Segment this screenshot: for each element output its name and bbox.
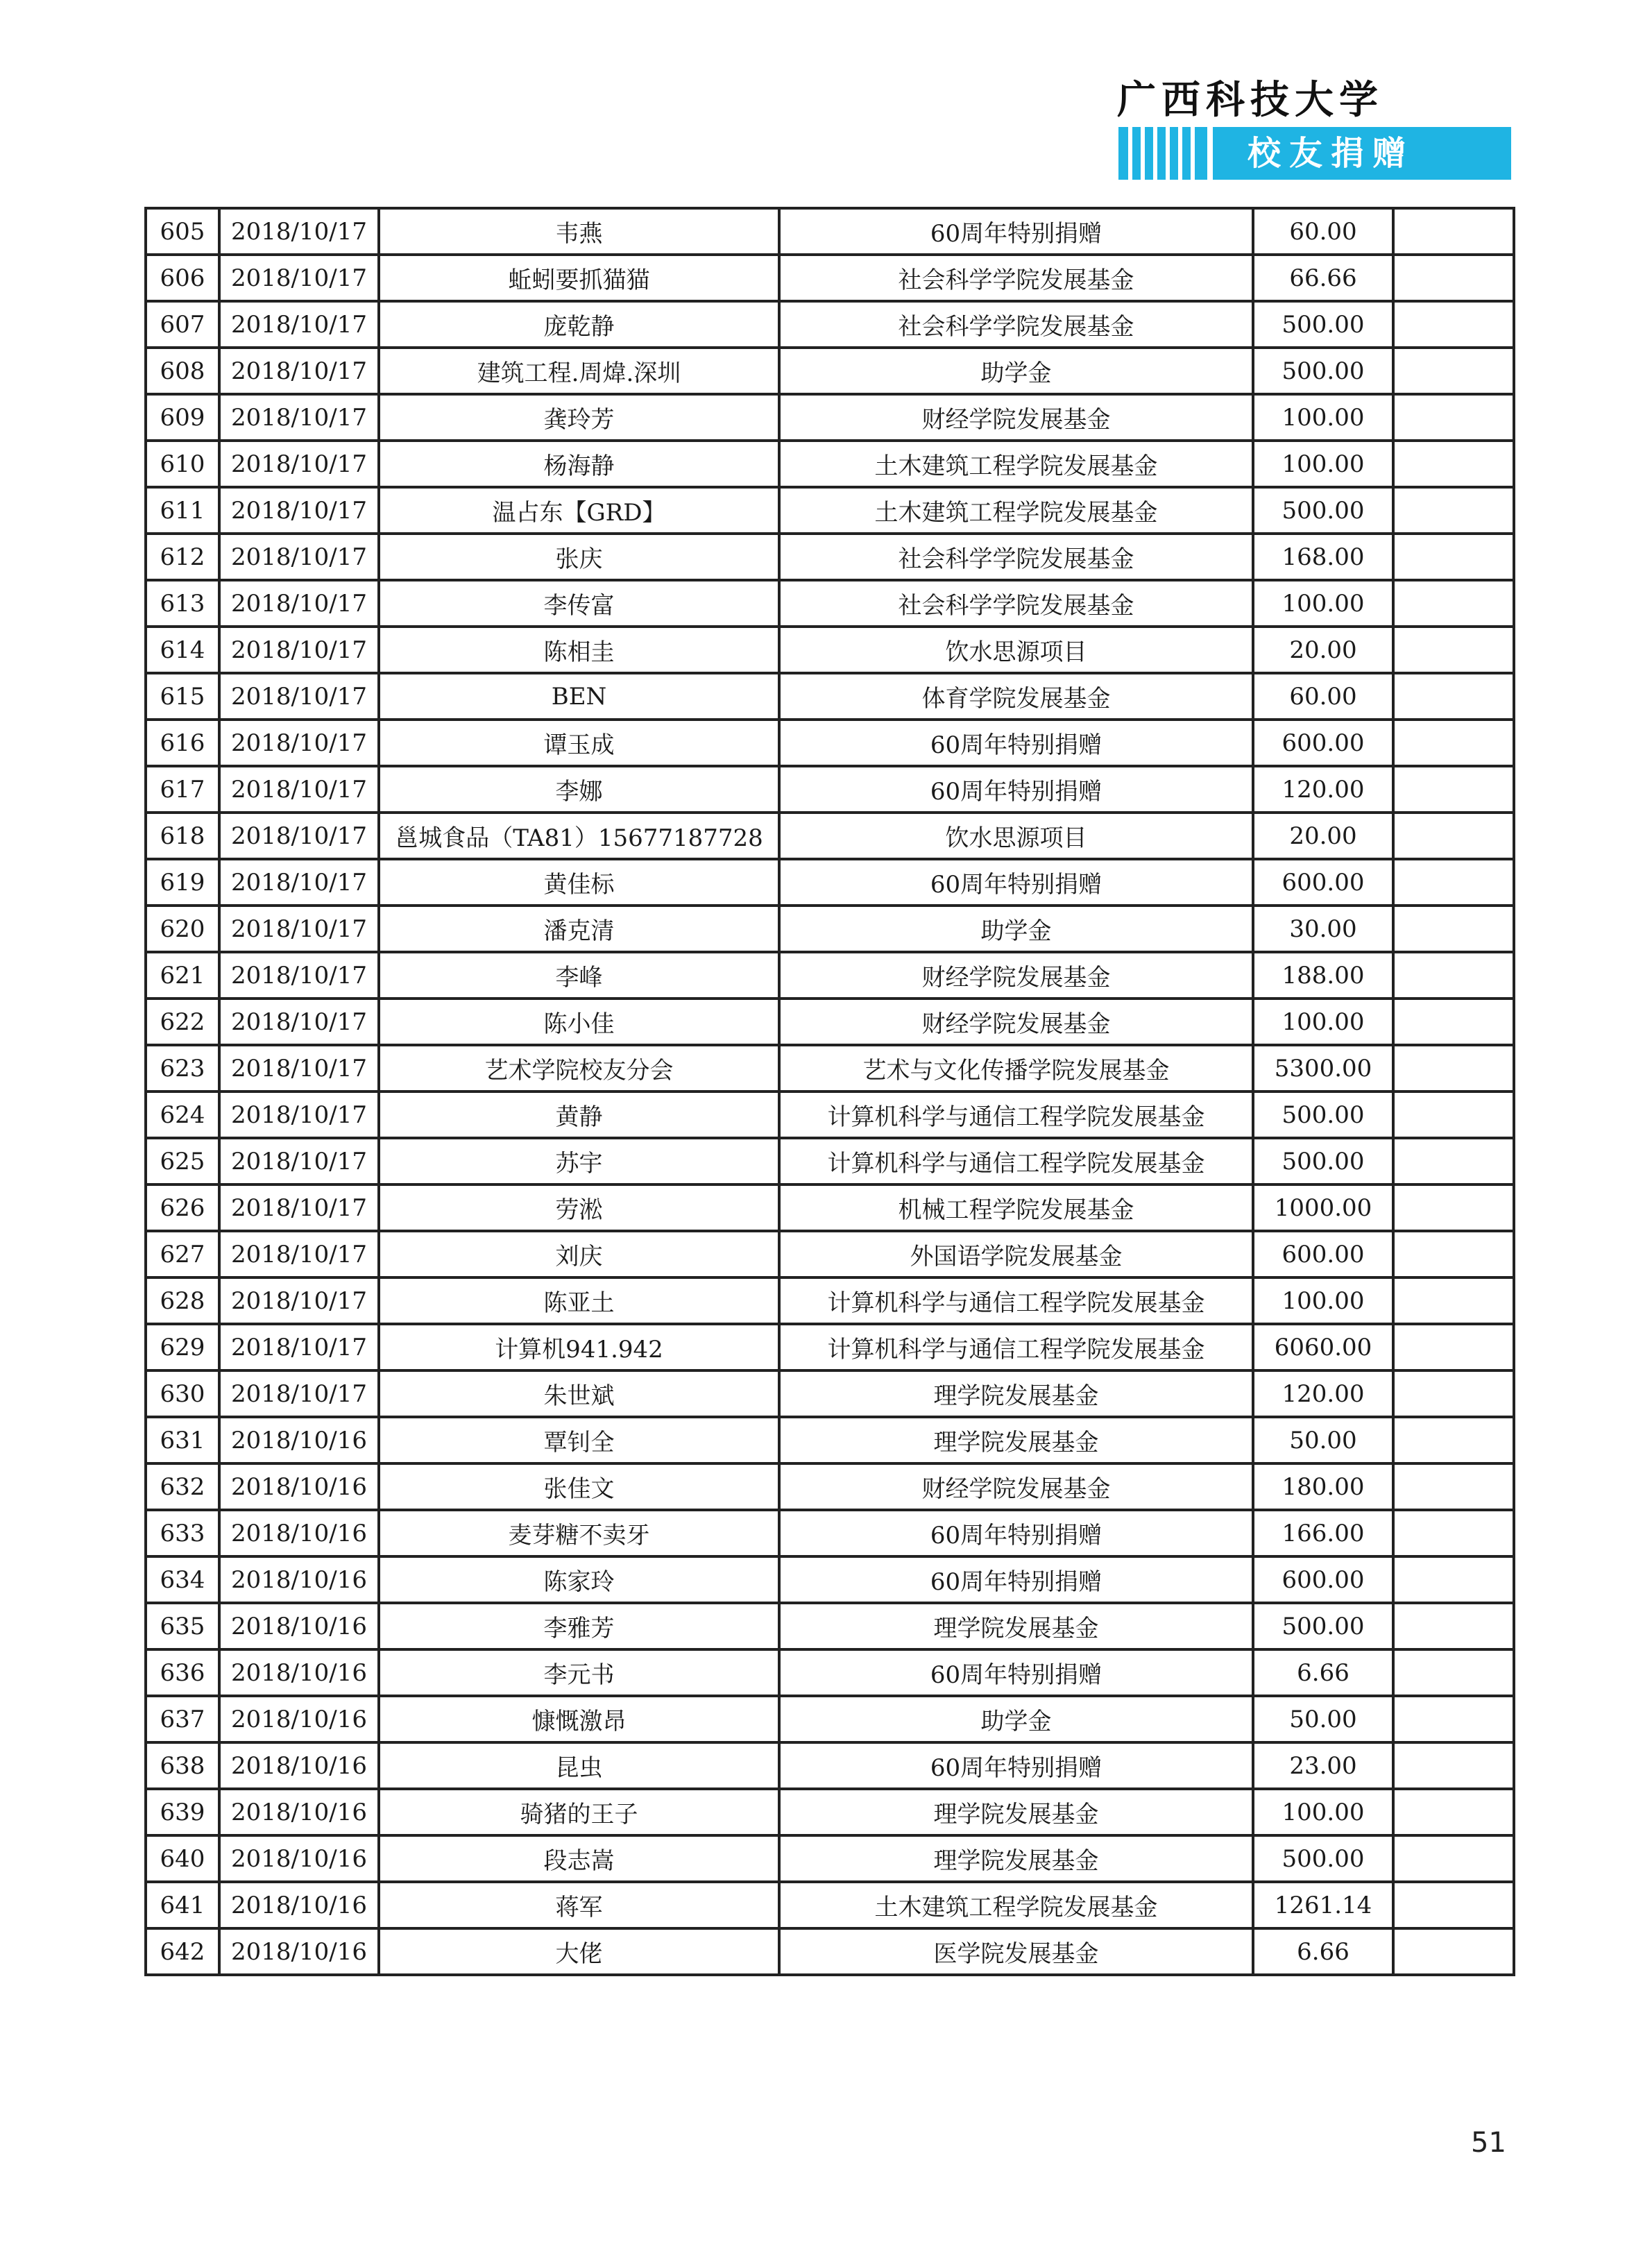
- cell-amount: 120.00: [1253, 766, 1393, 813]
- cell-project: 财经学院发展基金: [779, 999, 1253, 1045]
- table-row: [146, 1556, 1514, 1603]
- cell-name: 苏宇: [379, 1138, 779, 1184]
- cell-note: [1393, 1882, 1514, 1928]
- cell-date: 2018/10/17: [219, 487, 379, 534]
- cell-no: 611: [146, 487, 219, 534]
- cell-project: 社会科学学院发展基金: [779, 301, 1253, 348]
- cell-name: 黄静: [379, 1092, 779, 1138]
- table-row: [146, 1045, 1514, 1092]
- table-row: [146, 1370, 1514, 1417]
- cell-name: 艺术学院校友分会: [379, 1045, 779, 1092]
- cell-amount: 500.00: [1253, 1603, 1393, 1649]
- cell-note: [1393, 627, 1514, 673]
- cell-date: 2018/10/17: [219, 255, 379, 301]
- cell-note: [1393, 487, 1514, 534]
- cell-name: 李雅芳: [379, 1603, 779, 1649]
- cell-no: 632: [146, 1463, 219, 1510]
- cell-amount: 6.66: [1253, 1649, 1393, 1696]
- cell-amount: 500.00: [1253, 348, 1393, 394]
- table-row: [146, 1649, 1514, 1696]
- cell-note: [1393, 1789, 1514, 1835]
- banner-stripe: [1191, 127, 1195, 180]
- cell-amount: 30.00: [1253, 906, 1393, 952]
- cell-date: 2018/10/16: [219, 1556, 379, 1603]
- cell-note: [1393, 1231, 1514, 1277]
- table-row: [146, 999, 1514, 1045]
- cell-project: 60周年特别捐赠: [779, 859, 1253, 906]
- page-number: 51: [1471, 2127, 1506, 2159]
- cell-no: 608: [146, 348, 219, 394]
- table-row: [146, 906, 1514, 952]
- table-row: [146, 1463, 1514, 1510]
- cell-date: 2018/10/16: [219, 1603, 379, 1649]
- cell-no: 624: [146, 1092, 219, 1138]
- table-row: [146, 1742, 1514, 1789]
- cell-project: 助学金: [779, 906, 1253, 952]
- cell-no: 640: [146, 1835, 219, 1882]
- banner-stripe: [1141, 127, 1145, 180]
- cell-date: 2018/10/17: [219, 999, 379, 1045]
- cell-project: 医学院发展基金: [779, 1928, 1253, 1975]
- cell-no: 619: [146, 859, 219, 906]
- cell-name: 李元书: [379, 1649, 779, 1696]
- cell-note: [1393, 673, 1514, 720]
- cell-amount: 60.00: [1253, 208, 1393, 255]
- cell-no: 641: [146, 1882, 219, 1928]
- table-row: [146, 534, 1514, 580]
- cell-no: 636: [146, 1649, 219, 1696]
- cell-date: 2018/10/17: [219, 580, 379, 627]
- cell-name: 陈亚土: [379, 1277, 779, 1324]
- table-row: [146, 394, 1514, 441]
- cell-name: 潘克清: [379, 906, 779, 952]
- cell-no: 635: [146, 1603, 219, 1649]
- cell-no: 622: [146, 999, 219, 1045]
- cell-date: 2018/10/17: [219, 1324, 379, 1370]
- cell-amount: 6.66: [1253, 1928, 1393, 1975]
- cell-amount: 5300.00: [1253, 1045, 1393, 1092]
- table-row: [146, 580, 1514, 627]
- table-row: [146, 1277, 1514, 1324]
- cell-name: 建筑工程.周煒.深圳: [379, 348, 779, 394]
- cell-project: 助学金: [779, 1696, 1253, 1742]
- cell-amount: 50.00: [1253, 1696, 1393, 1742]
- cell-date: 2018/10/17: [219, 1138, 379, 1184]
- cell-name: 黄佳标: [379, 859, 779, 906]
- cell-no: 612: [146, 534, 219, 580]
- cell-date: 2018/10/17: [219, 813, 379, 859]
- cell-amount: 600.00: [1253, 720, 1393, 766]
- table-row: [146, 301, 1514, 348]
- cell-name: 温占东【GRD】: [379, 487, 779, 534]
- cell-no: 613: [146, 580, 219, 627]
- cell-project: 60周年特别捐赠: [779, 766, 1253, 813]
- donation-table: [144, 207, 1515, 1976]
- table-row: [146, 952, 1514, 999]
- cell-date: 2018/10/16: [219, 1835, 379, 1882]
- cell-no: 627: [146, 1231, 219, 1277]
- cell-project: 理学院发展基金: [779, 1417, 1253, 1463]
- page-header-subtitle: 校友捐赠: [1247, 134, 1415, 173]
- cell-project: 60周年特别捐赠: [779, 1649, 1253, 1696]
- cell-project: 财经学院发展基金: [779, 394, 1253, 441]
- table-row: [146, 487, 1514, 534]
- cell-note: [1393, 580, 1514, 627]
- cell-no: 620: [146, 906, 219, 952]
- banner-stripe: [1153, 127, 1157, 180]
- cell-note: [1393, 301, 1514, 348]
- cell-name: 陈家玲: [379, 1556, 779, 1603]
- cell-note: [1393, 1742, 1514, 1789]
- cell-no: 630: [146, 1370, 219, 1417]
- cell-name: 陈小佳: [379, 999, 779, 1045]
- cell-no: 614: [146, 627, 219, 673]
- cell-note: [1393, 1045, 1514, 1092]
- cell-note: [1393, 813, 1514, 859]
- cell-date: 2018/10/17: [219, 859, 379, 906]
- cell-no: 634: [146, 1556, 219, 1603]
- table-row: [146, 255, 1514, 301]
- cell-note: [1393, 1370, 1514, 1417]
- cell-project: 理学院发展基金: [779, 1370, 1253, 1417]
- cell-date: 2018/10/16: [219, 1463, 379, 1510]
- cell-project: 理学院发展基金: [779, 1835, 1253, 1882]
- cell-amount: 23.00: [1253, 1742, 1393, 1789]
- cell-project: 60周年特别捐赠: [779, 1556, 1253, 1603]
- cell-project: 社会科学学院发展基金: [779, 580, 1253, 627]
- cell-no: 625: [146, 1138, 219, 1184]
- cell-no: 638: [146, 1742, 219, 1789]
- cell-date: 2018/10/17: [219, 348, 379, 394]
- cell-name: 覃钊全: [379, 1417, 779, 1463]
- cell-note: [1393, 441, 1514, 487]
- cell-note: [1393, 1835, 1514, 1882]
- cell-no: 633: [146, 1510, 219, 1556]
- cell-name: 大佬: [379, 1928, 779, 1975]
- cell-project: 土木建筑工程学院发展基金: [779, 441, 1253, 487]
- cell-note: [1393, 906, 1514, 952]
- cell-name: 慷慨激昂: [379, 1696, 779, 1742]
- cell-date: 2018/10/16: [219, 1649, 379, 1696]
- cell-note: [1393, 1092, 1514, 1138]
- cell-date: 2018/10/17: [219, 1277, 379, 1324]
- cell-no: 615: [146, 673, 219, 720]
- cell-name: 龚玲芳: [379, 394, 779, 441]
- cell-name: 骑猪的王子: [379, 1789, 779, 1835]
- cell-name: 李峰: [379, 952, 779, 999]
- cell-name: 邕城食品（TA81）15677187728: [379, 813, 779, 859]
- cell-date: 2018/10/17: [219, 952, 379, 999]
- cell-date: 2018/10/17: [219, 766, 379, 813]
- table-row: [146, 1789, 1514, 1835]
- cell-project: 60周年特别捐赠: [779, 1510, 1253, 1556]
- table-row: [146, 1324, 1514, 1370]
- cell-note: [1393, 859, 1514, 906]
- cell-date: 2018/10/16: [219, 1882, 379, 1928]
- cell-name: 蚯蚓要抓猫猫: [379, 255, 779, 301]
- cell-amount: 66.66: [1253, 255, 1393, 301]
- cell-name: 计算机941.942: [379, 1324, 779, 1370]
- cell-amount: 500.00: [1253, 301, 1393, 348]
- cell-date: 2018/10/16: [219, 1789, 379, 1835]
- cell-date: 2018/10/17: [219, 301, 379, 348]
- cell-no: 616: [146, 720, 219, 766]
- cell-amount: 500.00: [1253, 1835, 1393, 1882]
- cell-note: [1393, 394, 1514, 441]
- banner-stripe: [1166, 127, 1170, 180]
- cell-project: 计算机科学与通信工程学院发展基金: [779, 1092, 1253, 1138]
- cell-note: [1393, 1138, 1514, 1184]
- cell-note: [1393, 348, 1514, 394]
- cell-note: [1393, 1277, 1514, 1324]
- cell-amount: 600.00: [1253, 1556, 1393, 1603]
- cell-name: 蒋军: [379, 1882, 779, 1928]
- cell-no: 631: [146, 1417, 219, 1463]
- cell-date: 2018/10/16: [219, 1510, 379, 1556]
- cell-project: 计算机科学与通信工程学院发展基金: [779, 1277, 1253, 1324]
- cell-date: 2018/10/16: [219, 1928, 379, 1975]
- table-row: [146, 208, 1514, 255]
- cell-note: [1393, 1324, 1514, 1370]
- cell-amount: 180.00: [1253, 1463, 1393, 1510]
- cell-date: 2018/10/16: [219, 1417, 379, 1463]
- table-row: [146, 1092, 1514, 1138]
- cell-date: 2018/10/17: [219, 906, 379, 952]
- cell-note: [1393, 534, 1514, 580]
- cell-no: 610: [146, 441, 219, 487]
- cell-no: 629: [146, 1324, 219, 1370]
- cell-project: 理学院发展基金: [779, 1789, 1253, 1835]
- cell-date: 2018/10/17: [219, 1231, 379, 1277]
- cell-project: 饮水思源项目: [779, 813, 1253, 859]
- cell-amount: 100.00: [1253, 394, 1393, 441]
- cell-note: [1393, 1556, 1514, 1603]
- cell-project: 社会科学学院发展基金: [779, 534, 1253, 580]
- cell-project: 计算机科学与通信工程学院发展基金: [779, 1138, 1253, 1184]
- table-row: [146, 441, 1514, 487]
- cell-name: 刘庆: [379, 1231, 779, 1277]
- cell-amount: 100.00: [1253, 1789, 1393, 1835]
- cell-name: 昆虫: [379, 1742, 779, 1789]
- cell-project: 饮水思源项目: [779, 627, 1253, 673]
- cell-amount: 168.00: [1253, 534, 1393, 580]
- cell-name: 陈相圭: [379, 627, 779, 673]
- cell-amount: 100.00: [1253, 580, 1393, 627]
- table-row: [146, 673, 1514, 720]
- table-row: [146, 1696, 1514, 1742]
- banner-stripe: [1207, 127, 1213, 180]
- cell-no: 617: [146, 766, 219, 813]
- cell-name: 麦芽糖不卖牙: [379, 1510, 779, 1556]
- cell-amount: 600.00: [1253, 859, 1393, 906]
- cell-amount: 1000.00: [1253, 1184, 1393, 1231]
- cell-amount: 500.00: [1253, 1092, 1393, 1138]
- table-row: [146, 813, 1514, 859]
- cell-no: 618: [146, 813, 219, 859]
- cell-project: 助学金: [779, 348, 1253, 394]
- cell-date: 2018/10/17: [219, 1092, 379, 1138]
- cell-project: 社会科学学院发展基金: [779, 255, 1253, 301]
- cell-project: 艺术与文化传播学院发展基金: [779, 1045, 1253, 1092]
- cell-project: 财经学院发展基金: [779, 1463, 1253, 1510]
- cell-project: 60周年特别捐赠: [779, 1742, 1253, 1789]
- cell-note: [1393, 1184, 1514, 1231]
- cell-date: 2018/10/17: [219, 673, 379, 720]
- table-row: [146, 1835, 1514, 1882]
- cell-project: 理学院发展基金: [779, 1603, 1253, 1649]
- cell-project: 土木建筑工程学院发展基金: [779, 1882, 1253, 1928]
- cell-date: 2018/10/17: [219, 1184, 379, 1231]
- cell-amount: 100.00: [1253, 1277, 1393, 1324]
- cell-project: 体育学院发展基金: [779, 673, 1253, 720]
- cell-no: 605: [146, 208, 219, 255]
- cell-amount: 1261.14: [1253, 1882, 1393, 1928]
- cell-amount: 600.00: [1253, 1231, 1393, 1277]
- cell-name: 杨海静: [379, 441, 779, 487]
- banner-stripe: [1178, 127, 1182, 180]
- table-row: [146, 1510, 1514, 1556]
- cell-date: 2018/10/17: [219, 441, 379, 487]
- cell-amount: 100.00: [1253, 999, 1393, 1045]
- cell-note: [1393, 255, 1514, 301]
- cell-project: 外国语学院发展基金: [779, 1231, 1253, 1277]
- cell-no: 628: [146, 1277, 219, 1324]
- cell-project: 60周年特别捐赠: [779, 720, 1253, 766]
- cell-amount: 120.00: [1253, 1370, 1393, 1417]
- cell-no: 623: [146, 1045, 219, 1092]
- cell-date: 2018/10/17: [219, 1370, 379, 1417]
- cell-no: 637: [146, 1696, 219, 1742]
- cell-note: [1393, 1417, 1514, 1463]
- table-row: [146, 348, 1514, 394]
- cell-amount: 166.00: [1253, 1510, 1393, 1556]
- cell-no: 609: [146, 394, 219, 441]
- cell-name: 李娜: [379, 766, 779, 813]
- cell-amount: 6060.00: [1253, 1324, 1393, 1370]
- cell-note: [1393, 952, 1514, 999]
- table-row: [146, 1138, 1514, 1184]
- cell-date: 2018/10/17: [219, 720, 379, 766]
- cell-project: 财经学院发展基金: [779, 952, 1253, 999]
- cell-project: 60周年特别捐赠: [779, 208, 1253, 255]
- cell-project: 计算机科学与通信工程学院发展基金: [779, 1324, 1253, 1370]
- cell-amount: 50.00: [1253, 1417, 1393, 1463]
- cell-name: 张庆: [379, 534, 779, 580]
- cell-name: 段志嵩: [379, 1835, 779, 1882]
- cell-amount: 500.00: [1253, 1138, 1393, 1184]
- banner-stripe: [1128, 127, 1132, 180]
- cell-note: [1393, 1649, 1514, 1696]
- cell-note: [1393, 720, 1514, 766]
- table-row: [146, 1882, 1514, 1928]
- cell-amount: 500.00: [1253, 487, 1393, 534]
- cell-project: 土木建筑工程学院发展基金: [779, 487, 1253, 534]
- cell-date: 2018/10/16: [219, 1696, 379, 1742]
- cell-amount: 188.00: [1253, 952, 1393, 999]
- cell-amount: 60.00: [1253, 673, 1393, 720]
- cell-no: 626: [146, 1184, 219, 1231]
- table-row: [146, 1417, 1514, 1463]
- cell-name: BEN: [379, 673, 779, 720]
- cell-no: 607: [146, 301, 219, 348]
- cell-note: [1393, 1463, 1514, 1510]
- cell-date: 2018/10/17: [219, 1045, 379, 1092]
- cell-note: [1393, 1696, 1514, 1742]
- cell-note: [1393, 208, 1514, 255]
- cell-note: [1393, 766, 1514, 813]
- table-row: [146, 720, 1514, 766]
- table-row: [146, 627, 1514, 673]
- table-row: [146, 1184, 1514, 1231]
- cell-name: 庞乾静: [379, 301, 779, 348]
- table-row: [146, 1603, 1514, 1649]
- cell-date: 2018/10/17: [219, 627, 379, 673]
- cell-date: 2018/10/16: [219, 1742, 379, 1789]
- cell-date: 2018/10/17: [219, 208, 379, 255]
- table-row: [146, 1231, 1514, 1277]
- cell-no: 639: [146, 1789, 219, 1835]
- cell-name: 李传富: [379, 580, 779, 627]
- cell-note: [1393, 1510, 1514, 1556]
- cell-name: 韦燕: [379, 208, 779, 255]
- page-header-title: 广西科技大学: [1117, 77, 1383, 123]
- cell-amount: 20.00: [1253, 627, 1393, 673]
- cell-amount: 100.00: [1253, 441, 1393, 487]
- cell-name: 谭玉成: [379, 720, 779, 766]
- cell-date: 2018/10/17: [219, 534, 379, 580]
- cell-project: 机械工程学院发展基金: [779, 1184, 1253, 1231]
- table-row: [146, 1928, 1514, 1975]
- cell-amount: 20.00: [1253, 813, 1393, 859]
- cell-no: 621: [146, 952, 219, 999]
- cell-no: 642: [146, 1928, 219, 1975]
- cell-no: 606: [146, 255, 219, 301]
- cell-date: 2018/10/17: [219, 394, 379, 441]
- table-row: [146, 766, 1514, 813]
- cell-name: 劳淞: [379, 1184, 779, 1231]
- cell-name: 张佳文: [379, 1463, 779, 1510]
- cell-note: [1393, 1603, 1514, 1649]
- table-row: [146, 859, 1514, 906]
- cell-name: 朱世斌: [379, 1370, 779, 1417]
- cell-note: [1393, 999, 1514, 1045]
- header-banner: [1118, 127, 1511, 180]
- cell-note: [1393, 1928, 1514, 1975]
